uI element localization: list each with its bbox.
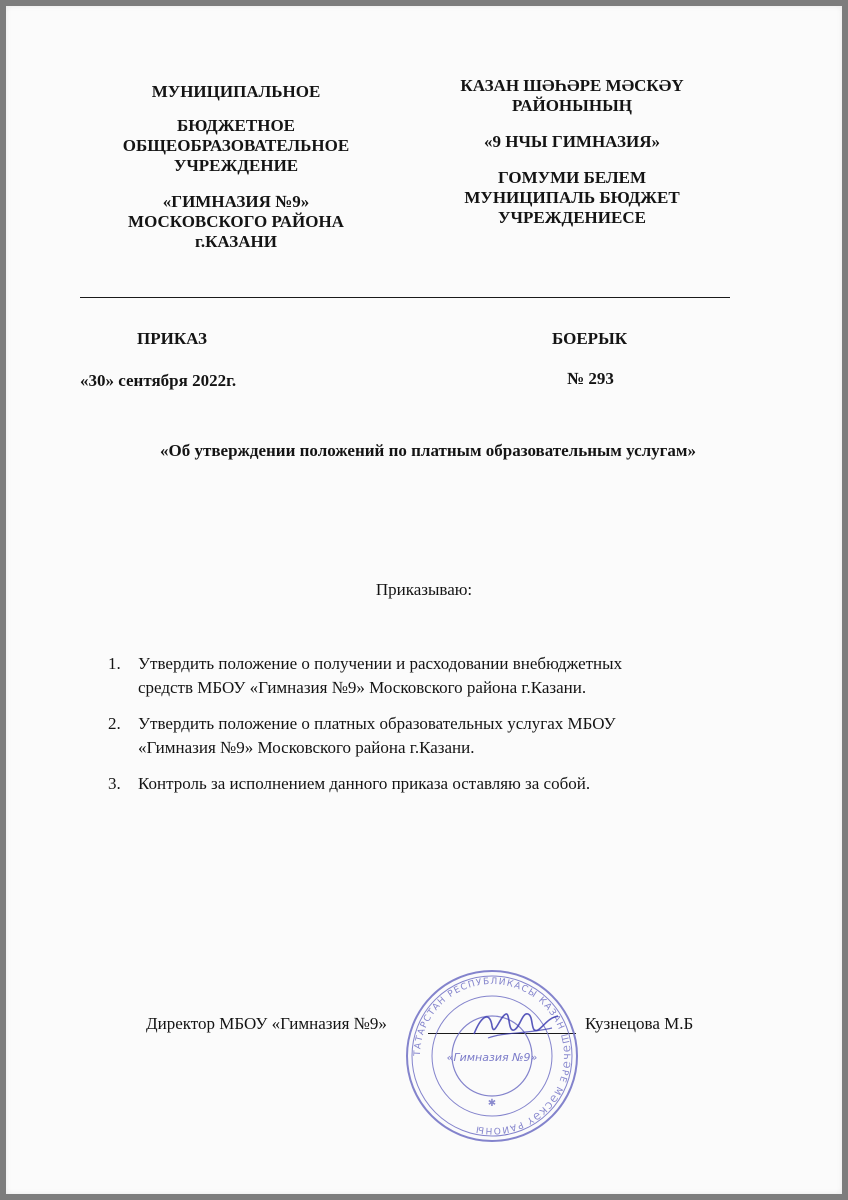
order-items-list	[108, 652, 748, 808]
list-item	[108, 652, 748, 700]
order-title-tatar: БОЕРЫК	[552, 329, 628, 348]
list-item-number: 1.	[108, 654, 121, 673]
order-title-russian: ПРИКАЗ	[137, 329, 207, 348]
header-left-line: БЮДЖЕТНОЕ	[176, 116, 296, 135]
signatory-name: Кузнецова М.Б	[585, 1014, 694, 1033]
header-left-line: «ГИМНАЗИЯ №9»	[162, 192, 310, 211]
list-item-text: «Гимназия №9» Московского района г.Казани.	[138, 738, 475, 757]
order-date: «30» сентября 2022г.	[80, 371, 237, 390]
header-left-line: МУНИЦИПАЛЬНОЕ	[151, 82, 321, 101]
list-item-number: 2.	[108, 714, 121, 733]
stamp-center-text: «Гимназия №9»	[446, 1051, 538, 1064]
header-left-line: ОБЩЕОБРАЗОВАТЕЛЬНОЕ	[122, 136, 350, 155]
list-item-number: 3.	[108, 774, 121, 793]
header-right-line: МУНИЦИПАЛЬ БЮДЖЕТ	[464, 188, 680, 207]
list-item-text: Утвердить положение о платных образовательных услугах МБОУ	[138, 714, 616, 733]
list-item	[108, 772, 748, 796]
header-right-line: «9 НЧЫ ГИМНАЗИЯ»	[483, 132, 661, 151]
header-divider	[80, 297, 730, 298]
header-left-line: г.КАЗАНИ	[195, 232, 277, 251]
star-icon: ✱	[487, 1098, 497, 1109]
order-subject: «Об утверждении положений по платным образовательным услугам»	[160, 441, 696, 460]
list-item-text: средств МБОУ «Гимназия №9» Московского района г.Казани.	[138, 678, 587, 697]
order-intro: Приказываю:	[375, 580, 473, 599]
header-left-russian	[86, 82, 386, 252]
official-stamp	[404, 968, 580, 1144]
header-right-line: УЧРЕЖДЕНИЕСЕ	[498, 208, 646, 227]
order-number: № 293	[567, 369, 614, 388]
header-left-line: УЧРЕЖДЕНИЕ	[173, 156, 299, 175]
stamp-outer-text: ТАТАРСТАН РЕСПУБЛИКАСЫ КАЗАН ШӘҺӘРЕ МӘСКӘҮ РАЙОНЫ	[412, 976, 572, 1136]
handwritten-signature	[470, 1004, 562, 1048]
header-left-line: МОСКОВСКОГО РАЙОНА	[128, 212, 344, 231]
signatory-role: Директор МБОУ «Гимназия №9»	[146, 1014, 387, 1033]
list-item-text: Контроль за исполнением данного приказа оставляю за собой.	[138, 774, 591, 793]
header-right-line: РАЙОНЫНЫҢ	[512, 96, 632, 115]
list-item-text: Утвердить положение о получении и расходовании внебюджетных	[138, 654, 623, 673]
header-right-line: КАЗАН ШӘҺӘРЕ МӘСКӘҮ	[460, 76, 684, 95]
header-right-tatar	[422, 76, 722, 228]
header-right-line: ГОМУМИ БЕЛЕМ	[497, 168, 647, 187]
list-item	[108, 712, 748, 760]
